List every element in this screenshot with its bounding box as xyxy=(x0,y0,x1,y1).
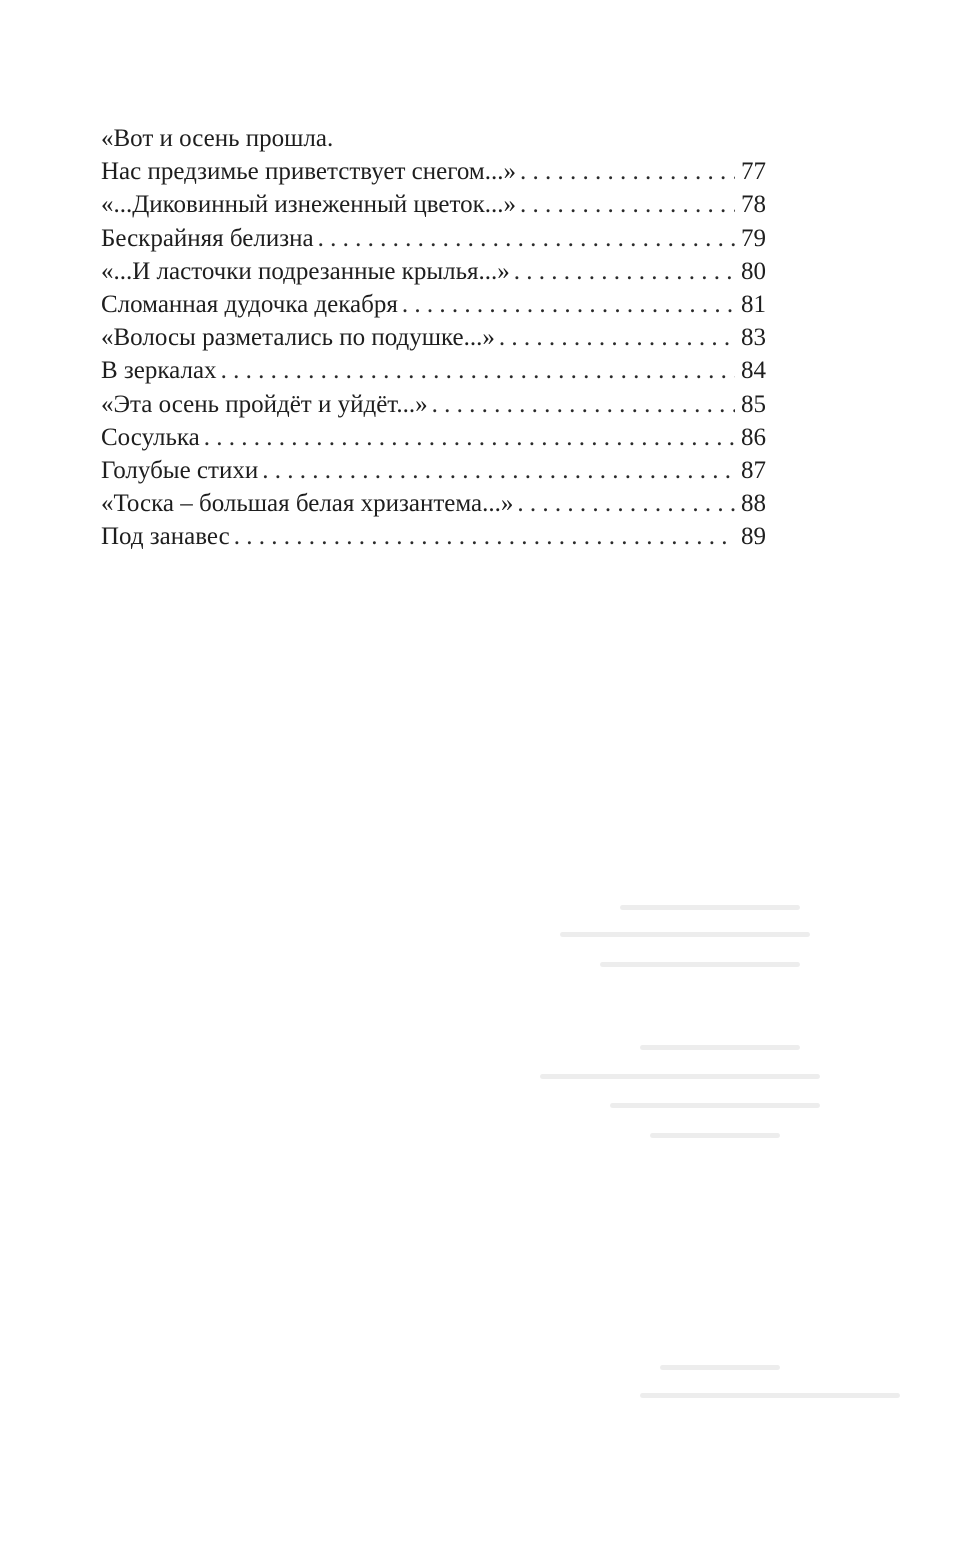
show-through-line xyxy=(640,1045,800,1050)
toc-entry-page-number: 81 xyxy=(741,290,766,318)
show-through-line xyxy=(600,962,800,967)
show-through-line xyxy=(610,1103,820,1108)
show-through-line xyxy=(650,1133,780,1138)
toc-leader-dots xyxy=(514,255,735,288)
toc-leader-dots xyxy=(520,188,735,221)
toc-entry xyxy=(101,321,766,354)
toc-leader-dots xyxy=(221,354,735,387)
toc-entry-page-number: 87 xyxy=(741,456,766,484)
toc-entry-title: «Эта осень пройдёт и уйдёт...» xyxy=(101,390,428,418)
toc-entry xyxy=(101,388,766,421)
toc-entry xyxy=(101,454,766,487)
toc-leader-dots xyxy=(499,321,735,354)
toc-entry-title: Бескрайняя белизна xyxy=(101,224,314,252)
toc-leader-dots xyxy=(204,421,735,454)
toc-entry-title: «Вот и осень прошла. xyxy=(101,125,334,152)
toc-entry xyxy=(101,188,766,221)
toc-leader-dots xyxy=(402,288,735,321)
toc-entry-title: «Волосы разметались по подушке...» xyxy=(101,324,495,352)
toc-entry-title: Под занавес xyxy=(101,523,230,551)
show-through-line xyxy=(540,1074,820,1079)
toc-entry-title: В зеркалах xyxy=(101,357,217,385)
toc-entry xyxy=(101,155,766,188)
toc-entry-title: «Тоска – большая белая хризантема...» xyxy=(101,490,514,518)
toc-leader-dots xyxy=(262,454,735,487)
show-through-line xyxy=(560,932,810,937)
toc-entry-page-number: 85 xyxy=(741,390,766,418)
toc-entry-page-number: 83 xyxy=(741,324,766,352)
show-through-line xyxy=(620,905,800,910)
toc-entry xyxy=(101,255,766,288)
toc-entry xyxy=(101,487,766,520)
toc-leader-dots xyxy=(234,520,735,553)
toc-entry-title: «...И ласточки подрезанные крылья...» xyxy=(101,257,510,285)
toc-entry-title: «...Диковинный изнеженный цветок...» xyxy=(101,191,517,219)
toc-entry-title: Сломанная дудочка декабря xyxy=(101,290,398,318)
toc-entry xyxy=(101,421,766,454)
toc-entry-page-number: 77 xyxy=(741,158,766,186)
toc-entry-page-number: 80 xyxy=(741,257,766,285)
toc-entry-title: Нас предзимье приветствует снегом...» xyxy=(101,158,516,186)
toc-entry xyxy=(101,122,766,155)
toc-leader-dots xyxy=(318,222,735,255)
toc-entry-page-number: 89 xyxy=(741,523,766,551)
toc-leader-dots xyxy=(432,388,735,421)
toc-entry-page-number: 84 xyxy=(741,357,766,385)
toc-entry xyxy=(101,222,766,255)
show-through-line xyxy=(640,1393,900,1398)
toc-leader-dots xyxy=(517,487,735,520)
toc-entry xyxy=(101,288,766,321)
toc-entry-page-number: 86 xyxy=(741,423,766,451)
toc-entry-title: Голубые стихи xyxy=(101,456,259,484)
toc-entry xyxy=(101,354,766,387)
show-through-line xyxy=(660,1365,780,1370)
toc-entry-page-number: 78 xyxy=(741,191,766,219)
toc-leader-dots xyxy=(520,155,735,188)
toc-entry xyxy=(101,520,766,553)
table-of-contents xyxy=(101,122,766,553)
toc-entry-title: Сосулька xyxy=(101,423,200,451)
toc-entry-page-number: 79 xyxy=(741,224,766,252)
toc-entry-page-number: 88 xyxy=(741,490,766,518)
